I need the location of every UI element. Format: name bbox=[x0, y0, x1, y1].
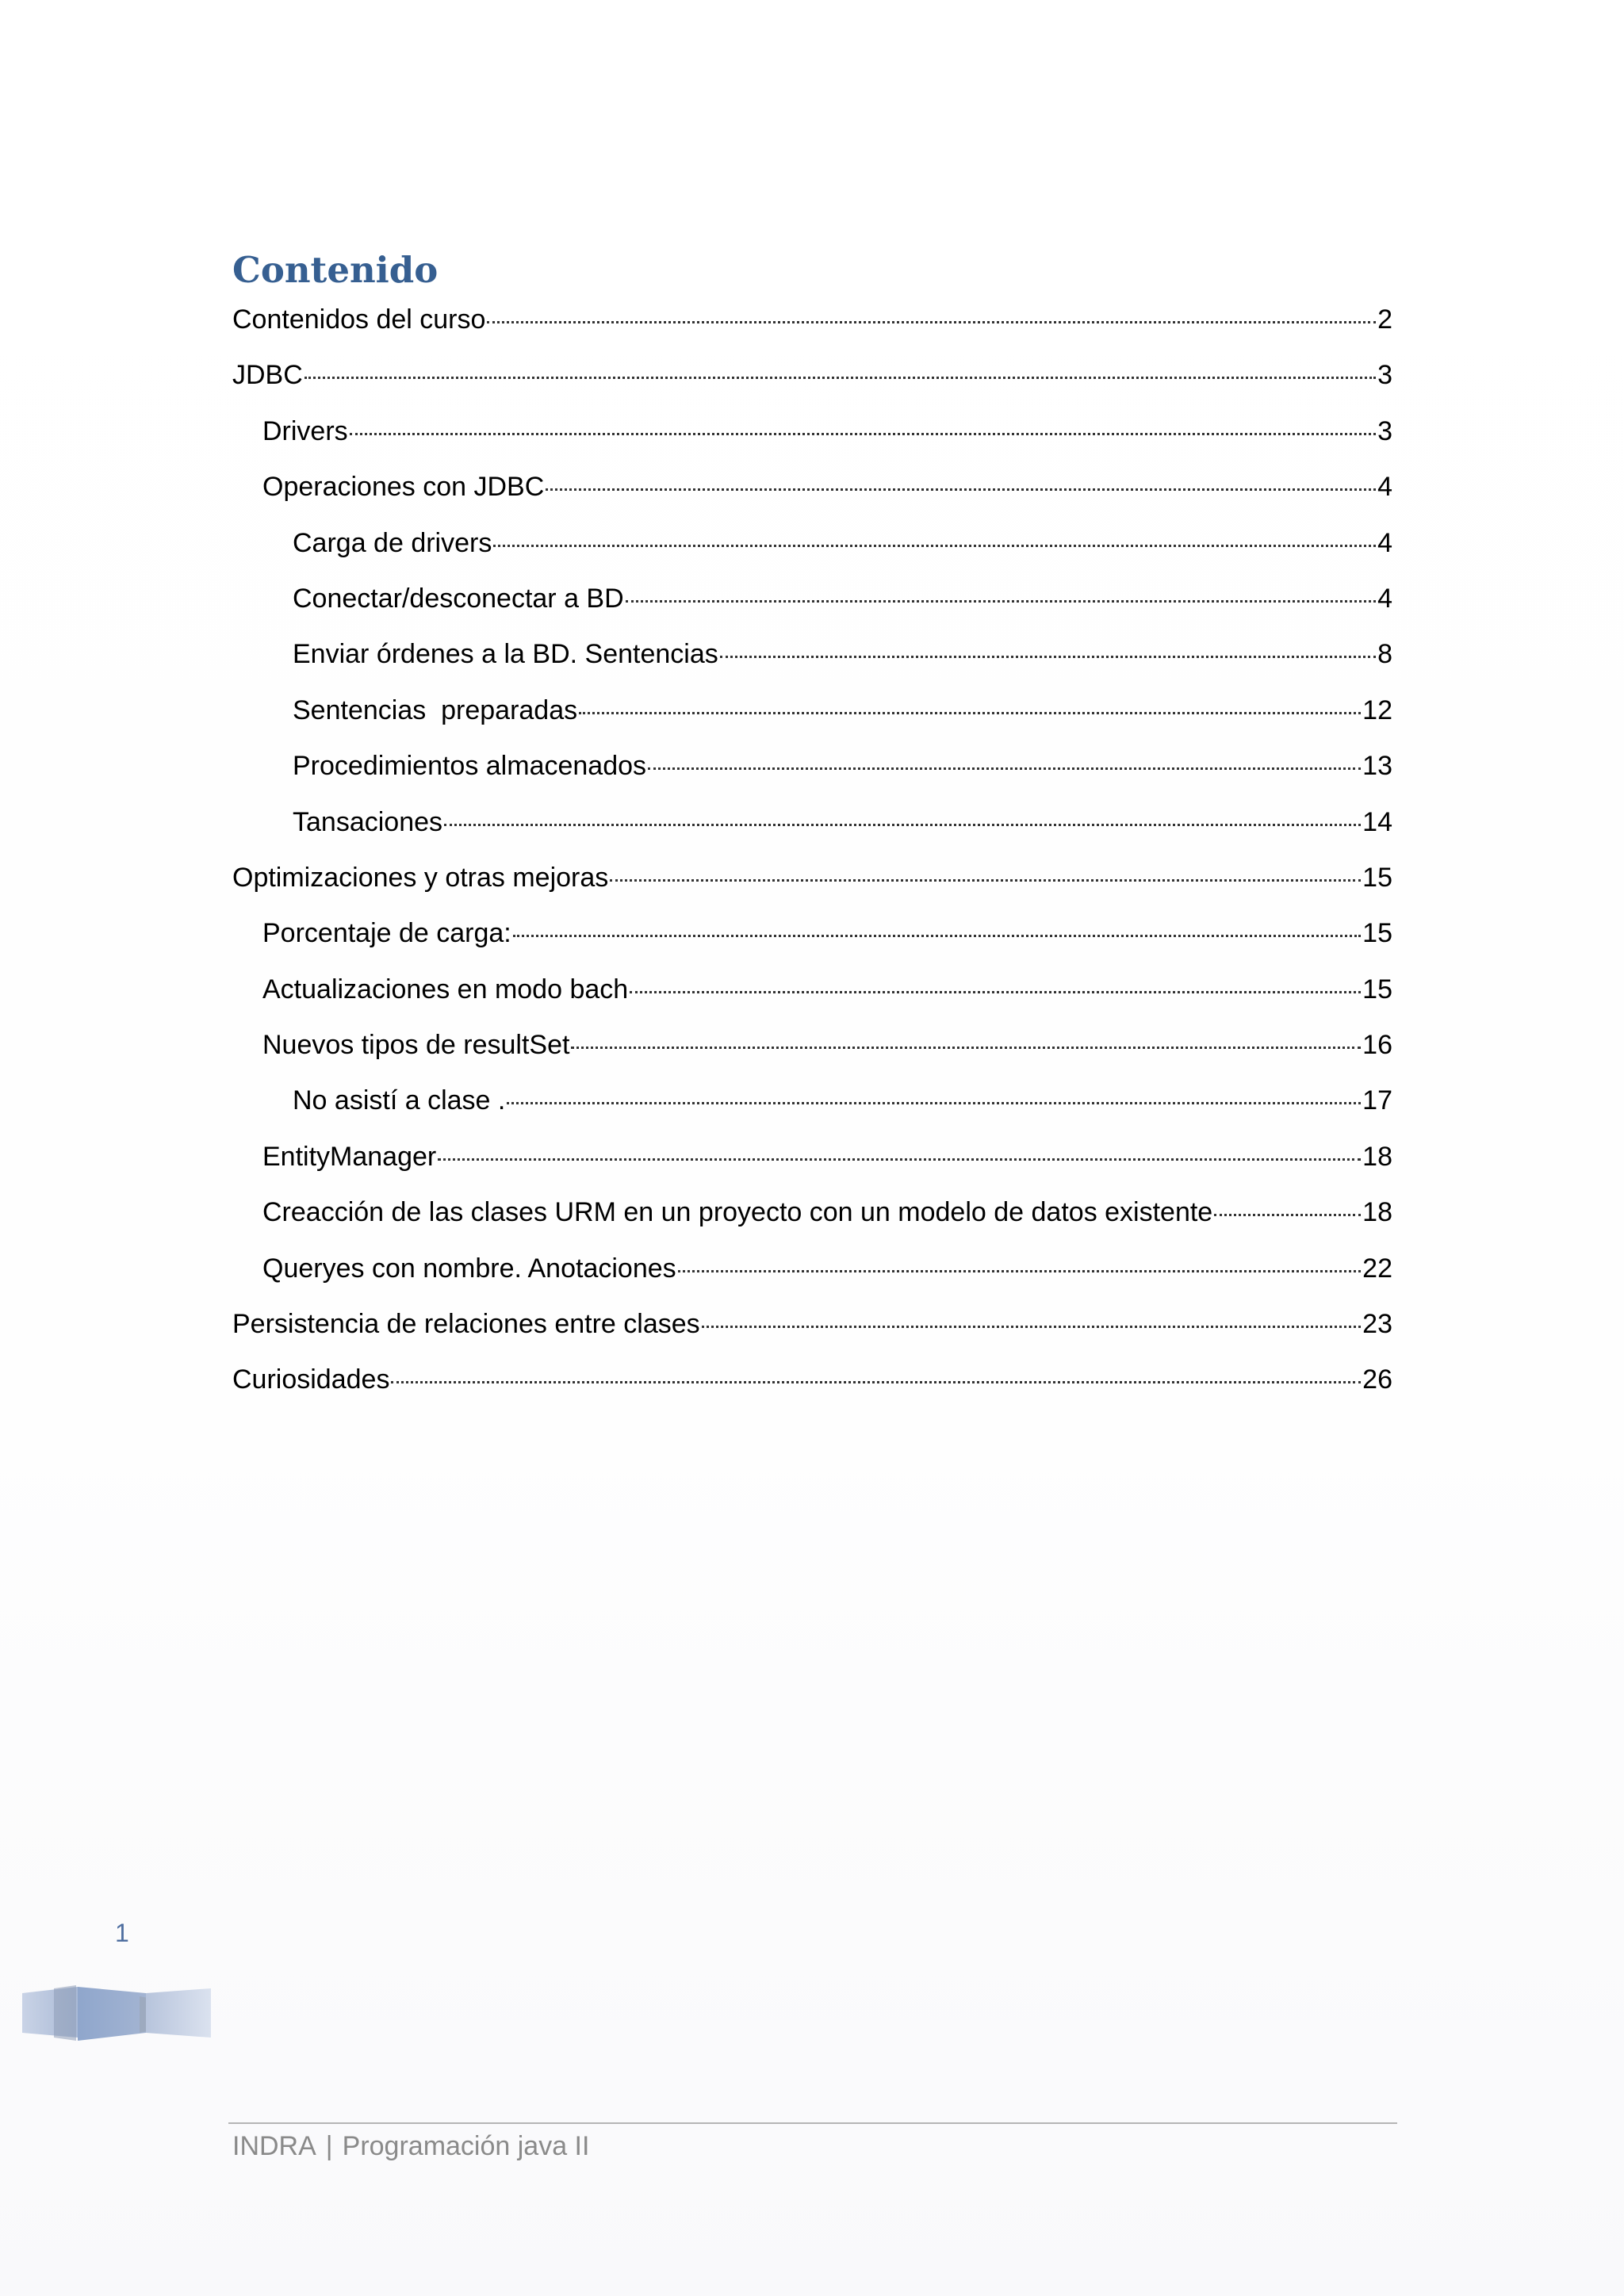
dot-leader bbox=[648, 767, 1361, 770]
toc-entry-page: 23 bbox=[1362, 1309, 1392, 1340]
toc-entry-page: 18 bbox=[1362, 1197, 1392, 1228]
toc-entry-page: 4 bbox=[1377, 527, 1392, 558]
page-number: 1 bbox=[115, 1919, 129, 1947]
dot-leader bbox=[720, 656, 1376, 658]
dot-leader bbox=[507, 1102, 1361, 1104]
dot-leader bbox=[438, 1158, 1361, 1161]
toc-entry-label: Porcentaje de carga: bbox=[262, 918, 511, 949]
dot-leader bbox=[487, 321, 1376, 323]
toc-entry-label: Creacción de las clases URM en un proyecto con un modelo de datos existente bbox=[262, 1197, 1213, 1228]
dot-leader bbox=[630, 991, 1361, 993]
toc-entry-label: Curiosidades bbox=[232, 1364, 390, 1395]
toc-entry-page: 3 bbox=[1377, 360, 1392, 391]
toc-entry[interactable] bbox=[232, 415, 1392, 473]
toc-entry-page: 13 bbox=[1362, 751, 1392, 782]
toc-entry[interactable] bbox=[232, 1031, 1392, 1087]
dot-leader bbox=[391, 1381, 1361, 1383]
toc-entry-page: 3 bbox=[1377, 415, 1392, 446]
ribbon-decoration-icon bbox=[22, 1980, 211, 2050]
toc-entry[interactable] bbox=[232, 1143, 1392, 1199]
dot-leader bbox=[610, 879, 1361, 882]
toc-entry-page: 15 bbox=[1362, 974, 1392, 1004]
toc-entry-label: Carga de drivers bbox=[293, 527, 492, 558]
toc-entry-label: Persistencia de relaciones entre clases bbox=[232, 1309, 700, 1340]
footer-divider bbox=[228, 2122, 1397, 2124]
dot-leader bbox=[1214, 1214, 1361, 1216]
footer-course: Programación java II bbox=[342, 2131, 590, 2161]
footer-separator: | bbox=[325, 2131, 333, 2161]
toc-entry[interactable] bbox=[232, 1255, 1392, 1311]
toc-entry-label: No asistí a clase . bbox=[293, 1085, 506, 1116]
toc-entry-label: Operaciones con JDBC bbox=[262, 472, 545, 503]
toc-title: Contenido bbox=[232, 249, 439, 291]
toc-entry[interactable] bbox=[232, 864, 1392, 920]
dot-leader bbox=[350, 433, 1376, 435]
toc-entry-label: Drivers bbox=[262, 415, 348, 446]
toc-entry-page: 17 bbox=[1362, 1085, 1392, 1116]
dot-leader bbox=[678, 1270, 1362, 1272]
dot-leader bbox=[546, 488, 1376, 491]
toc-entry-page: 4 bbox=[1377, 472, 1392, 503]
toc-entry-label: Optimizaciones y otras mejoras bbox=[232, 862, 609, 893]
toc-entry-label: Tansaciones bbox=[293, 806, 443, 837]
toc-entry[interactable] bbox=[232, 585, 1392, 641]
dot-leader bbox=[444, 824, 1361, 826]
toc-entry-page: 22 bbox=[1362, 1253, 1392, 1284]
dot-leader bbox=[702, 1326, 1362, 1328]
toc-entry[interactable] bbox=[232, 1199, 1392, 1254]
toc-entry[interactable] bbox=[232, 697, 1392, 752]
dot-leader bbox=[493, 545, 1376, 547]
toc-entry[interactable] bbox=[232, 1366, 1392, 1422]
toc-entry-label: Conectar/desconectar a BD bbox=[293, 583, 624, 614]
toc-entry-label: Nuevos tipos de resultSet bbox=[262, 1030, 570, 1061]
toc-entry[interactable] bbox=[232, 527, 1392, 585]
toc-entry-label: Sentencias preparadas bbox=[293, 695, 578, 725]
toc-entry-label: Enviar órdenes a la BD. Sentencias bbox=[293, 639, 718, 670]
toc-entry[interactable] bbox=[232, 473, 1392, 529]
toc-entry-page: 14 bbox=[1362, 806, 1392, 837]
toc-entry[interactable] bbox=[232, 306, 1392, 362]
toc-entry-page: 16 bbox=[1362, 1030, 1392, 1061]
toc-entry-page: 18 bbox=[1362, 1141, 1392, 1172]
toc-entry[interactable] bbox=[232, 1311, 1392, 1366]
toc-entry-page: 15 bbox=[1362, 862, 1392, 893]
toc-entry-label: Actualizaciones en modo bach bbox=[262, 974, 629, 1004]
dot-leader bbox=[513, 935, 1361, 937]
toc-entry-page: 15 bbox=[1362, 918, 1392, 949]
toc-entry-label: Procedimientos almacenados bbox=[293, 751, 647, 782]
toc-entry[interactable] bbox=[232, 976, 1392, 1031]
toc-entry[interactable] bbox=[232, 362, 1392, 417]
toc-entry-label: JDBC bbox=[232, 360, 303, 391]
dot-leader bbox=[571, 1047, 1361, 1049]
toc-entry-label: Contenidos del curso bbox=[232, 304, 486, 335]
toc-entry-label: EntityManager bbox=[262, 1141, 437, 1172]
toc-entry-page: 4 bbox=[1377, 583, 1392, 614]
toc-entry[interactable] bbox=[232, 641, 1392, 696]
toc-entry-page: 2 bbox=[1377, 304, 1392, 335]
toc-entry[interactable] bbox=[232, 752, 1392, 808]
toc-entry[interactable] bbox=[232, 806, 1392, 864]
footer bbox=[232, 2131, 589, 2162]
footer-company: INDRA bbox=[232, 2131, 316, 2161]
dot-leader bbox=[626, 600, 1376, 603]
toc-entry[interactable] bbox=[232, 1087, 1392, 1142]
toc-entry-label: Queryes con nombre. Anotaciones bbox=[262, 1253, 676, 1284]
toc-entry-page: 26 bbox=[1362, 1364, 1392, 1395]
toc-entry-page: 8 bbox=[1377, 639, 1392, 670]
dot-leader bbox=[579, 712, 1361, 714]
dot-leader bbox=[304, 377, 1376, 379]
toc-entry[interactable] bbox=[232, 920, 1392, 975]
table-of-contents bbox=[232, 306, 1392, 1422]
toc-entry-page: 12 bbox=[1362, 695, 1392, 725]
